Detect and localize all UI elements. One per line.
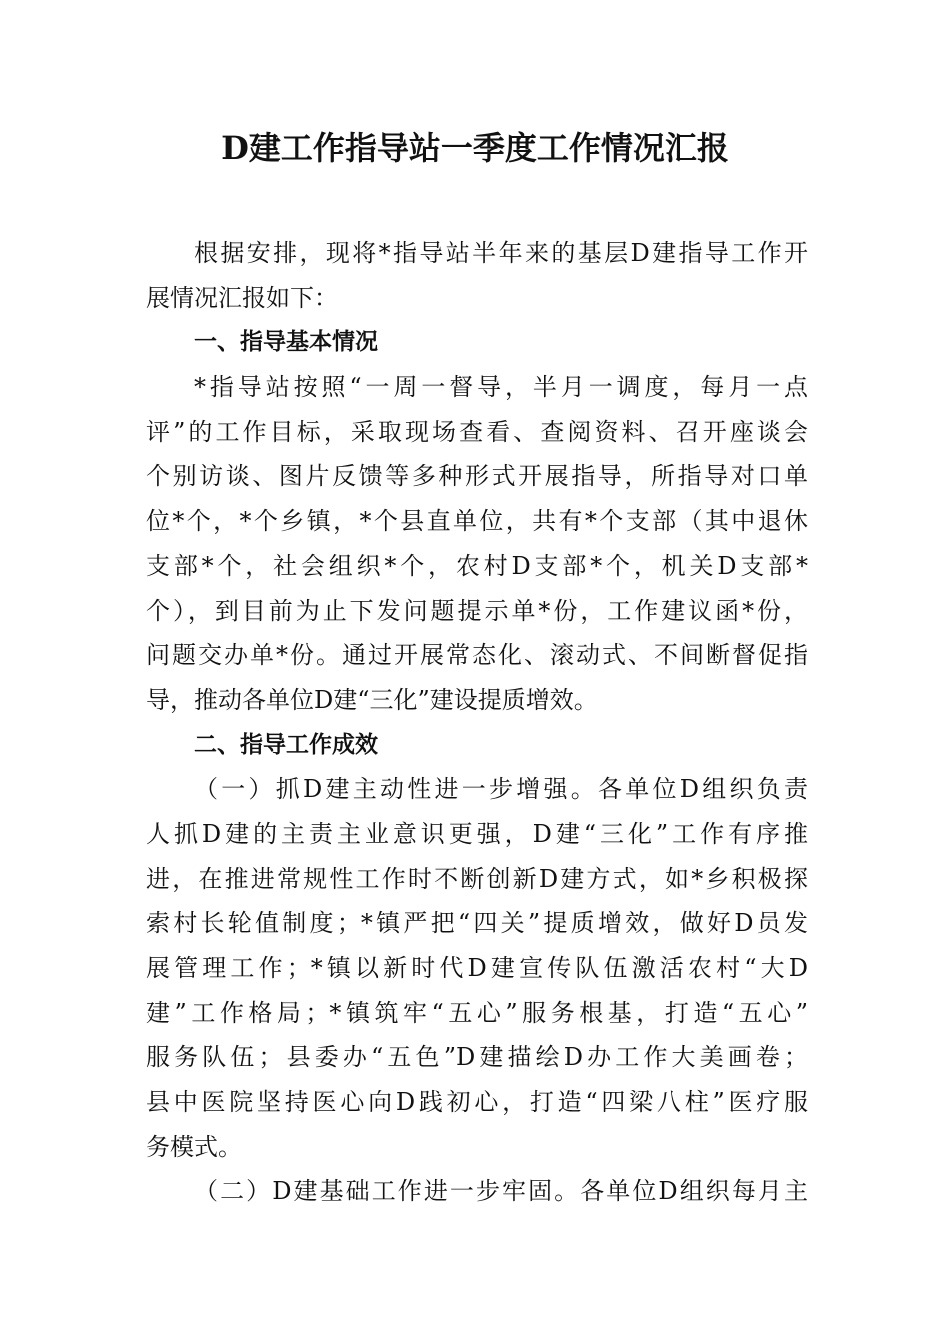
section-2-1-line: 服务队伍；县委办“五色”D建描绘D办工作大美画卷； xyxy=(146,1043,808,1072)
document-body xyxy=(146,231,808,1214)
section-1-heading: 一、指导基本情况 xyxy=(194,329,378,356)
intro-line-1: 根据安排，现将*指导站半年来的基层D建指导工作开 xyxy=(194,239,808,267)
section-2-1-line: 县中医院坚持医心向D践初心，打造“四梁八柱”医疗服 xyxy=(146,1088,808,1117)
intro-line-2: 展情况汇报如下： xyxy=(146,283,338,312)
section-1-line: 支部*个，社会组织*个，农村D支部*个，机关D支部* xyxy=(146,551,808,580)
section-2-1-line: （一）抓D建主动性进一步增强。各单位D组织负责 xyxy=(194,775,808,804)
section-2-1-line: 展管理工作；*镇以新时代D建宣传队伍激活农村“大D xyxy=(146,954,808,982)
section-1-line: *指导站按照“一周一督导，半月一调度，每月一点 xyxy=(194,373,808,402)
section-2-1-line: 索村长轮值制度；*镇严把“四关”提质增效，做好D员发 xyxy=(146,909,808,938)
document-title: D建工作指导站一季度工作情况汇报 xyxy=(221,129,729,167)
section-1-line: 评”的工作目标，采取现场查看、查阅资料、召开座谈会 xyxy=(146,417,808,446)
section-1-line: 位*个，*个乡镇，*个县直单位，共有*个支部（其中退休 xyxy=(146,507,808,536)
section-1-line: 问题交办单*份。通过开展常态化、滚动式、不间断督促指 xyxy=(146,641,808,670)
section-1-line: 个别访谈、图片反馈等多种形式开展指导，所指导对口单 xyxy=(146,462,808,491)
section-2-2-line: （二）D建基础工作进一步牢固。各单位D组织每月主 xyxy=(194,1177,808,1206)
section-1-line: 个），到目前为止下发问题提示单*份，工作建议函*份， xyxy=(146,596,808,625)
section-2-1-line: 建”工作格局；*镇筑牢“五心”服务根基，打造“五心” xyxy=(146,998,808,1027)
section-2-1-line: 人抓D建的主责主业意识更强，D建“三化”工作有序推 xyxy=(146,819,808,848)
section-2-heading: 二、指导工作成效 xyxy=(194,731,378,758)
section-2-1-line: 务模式。 xyxy=(146,1132,242,1161)
section-2-1-line: 进，在推进常规性工作时不断创新D建方式，如*乡积极探 xyxy=(146,864,808,893)
section-1-line: 导，推动各单位D建“三化”建设提质增效。 xyxy=(146,685,598,714)
